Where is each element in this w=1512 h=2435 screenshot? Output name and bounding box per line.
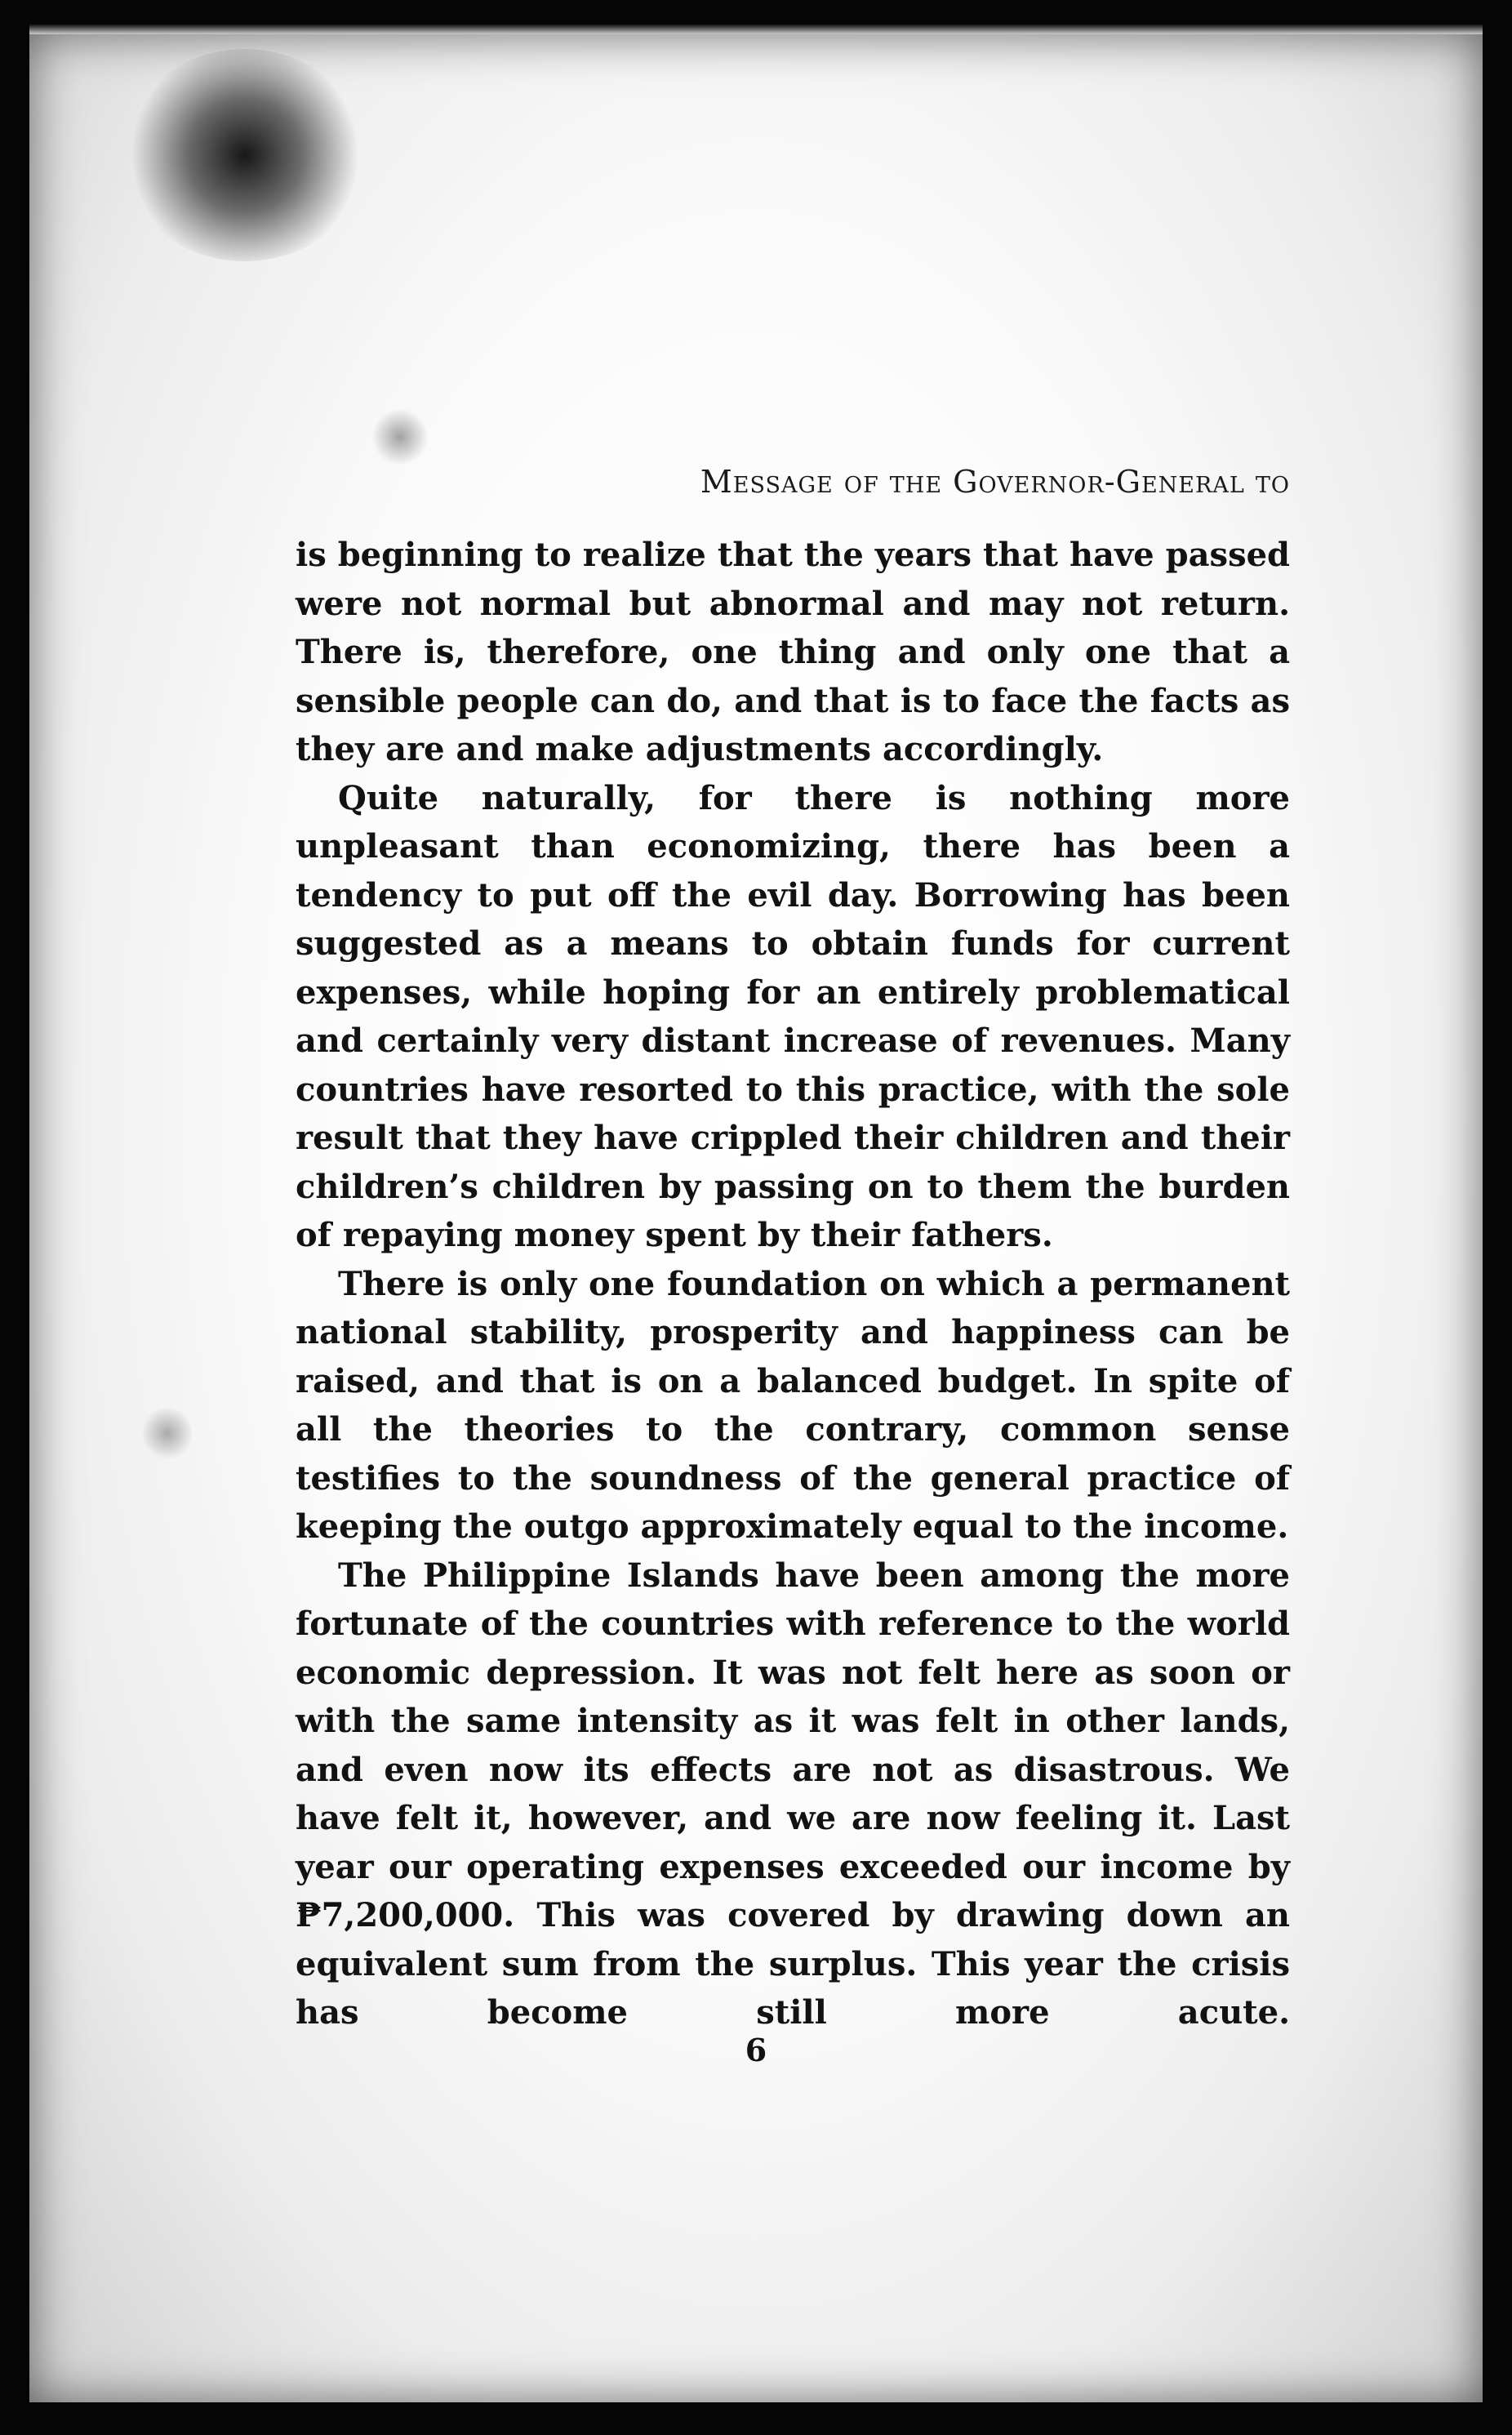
paragraph: is beginning to realize that the years that have passed were not normal but abnormal and may not return. There is, therefore, one thing and only one that a sensible people can do, and that is to face the facts as they are and make adjustments accordingly. xyxy=(296,536,1290,768)
paragraph: There is only one foundation on which a permanent national stability, prosperity and happiness can be raised, and that is on a balanced budget. In spite of all the theories to the contrary, common sense testifies to the soundness of the general practice of keeping the outgo approximately equal to the income. xyxy=(296,1264,1290,1546)
running-head: Message of the Governor-General to xyxy=(700,464,1290,500)
ink-smudge xyxy=(122,49,367,261)
paragraph: Quite naturally, for there is nothing more unpleasant than economizing, there has been a tendency to put off the evil day. Borrowing has been suggested as a means to obtain funds for current expenses, while hoping for an entirely problematical and certainly very distant increase of revenues. Many countries have resorted to this practice, with the sole result that they have crippled their children and their children’s children by passing on to them the burden of repaying money spent by their fathers. xyxy=(296,778,1290,1254)
ink-smudge xyxy=(143,1404,192,1462)
body-text xyxy=(296,531,1290,2037)
paragraph: The Philippine Islands have been among the more fortunate of the countries with reference to the world economic depression. It was not felt here as soon or with the same intensity as it was felt in other lands, and even now its effects are not as disastrous. We have felt it, however, and we are now feeling it. Last year our operating expenses exceeded our income by ₱7,200,000. This was covered by drawing down an equivalent sum from the surplus. This year the crisis has become still more acute. xyxy=(296,1556,1290,2032)
ink-smudge xyxy=(371,408,429,465)
page-number: 6 xyxy=(745,2032,767,2068)
